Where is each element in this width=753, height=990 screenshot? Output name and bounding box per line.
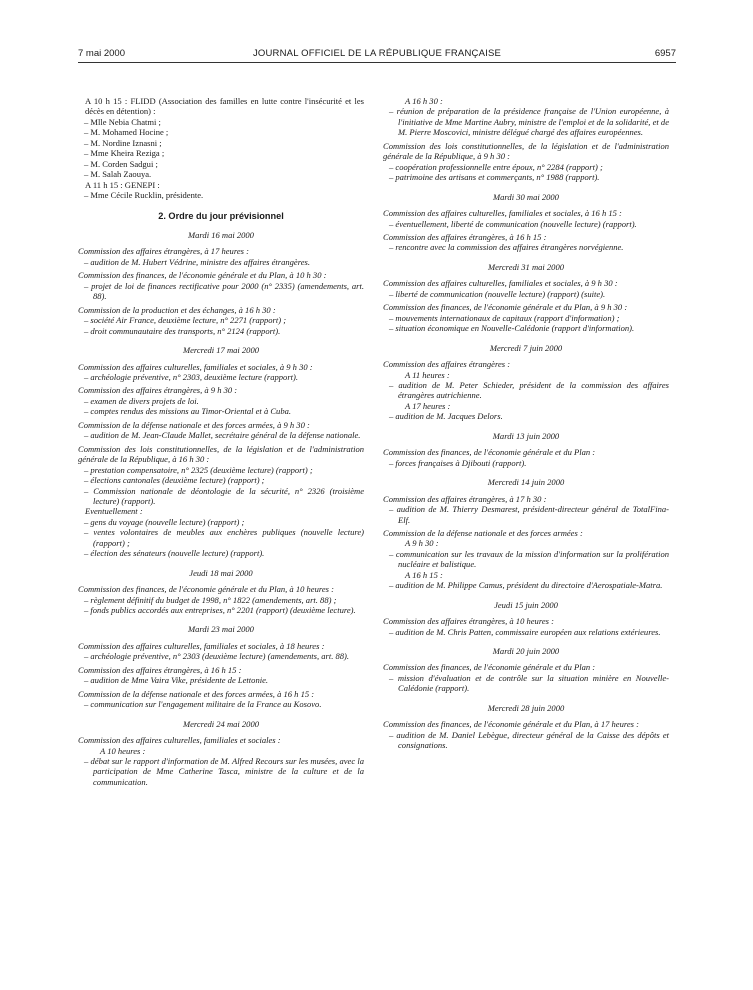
commission-heading: Commission des affaires culturelles, familiales et sociales, à 16 h 15 : [383,208,622,219]
agenda-item: – audition de M. Thierry Desmarest, président-directeur général de TotalFina-Elf. [389,504,669,525]
agenda-item: – débat sur le rapport d'information de M. Alfred Recours sur les musées, avec la participation de Mme Catherine Tasca, ministre de la culture et de la communication. [84,756,364,787]
agenda-item: – ventes volontaires de meubles aux enchères publiques (nouvelle lecture) (rapport) ; [84,527,364,548]
agenda-item: – liberté de communication (nouvelle lecture) (rapport) (suite). [389,288,606,299]
page-header [78,48,676,62]
agenda-item: – forces françaises à Djibouti (rapport). [389,457,527,468]
agenda-item: – rencontre avec la commission des affaires étrangères norvégienne. [389,242,624,253]
commission-heading: Commission des affaires culturelles, familiales et sociales : [78,735,281,746]
time-heading: A 9 h 30 : [405,538,439,549]
agenda-item: – patrimoine des artisans et commerçants, n° 1988 (rapport). [389,172,600,183]
right-column [383,96,669,751]
agenda-item: – audition de M. Hubert Védrine, ministre des affaires étrangères. [84,256,310,267]
agenda-item: – communication sur l'engagement militaire de la France au Kosovo. [84,699,322,710]
day-heading: Mercredi 14 juin 2000 [487,477,565,488]
day-heading: Mardi 30 mai 2000 [493,191,559,202]
agenda-item: – communication sur les travaux de la mission d'information sur la prolifération nucléaire et balistique. [389,548,669,570]
header-rule [78,62,676,63]
agenda-item: – audition de M. Daniel Lebègue, directeur général de la Caisse des dépôts et consignations. [389,729,669,751]
day-heading: Mercredi 7 juin 2000 [489,342,563,353]
agenda-item: – situation économique en Nouvelle-Calédonie (rapport d'information). [389,323,635,334]
commission-heading: Commission des finances, de l'économie générale et du Plan, à 10 h 30 : [78,270,327,281]
paragraph: A 10 h 15 : FLIDD (Association des familles en lutte contre l'insécurité et les décès en détention) : [85,96,364,117]
commission-heading: Commission des finances, de l'économie générale et du Plan, à 17 heures : [383,719,639,730]
day-heading: Jeudi 18 mai 2000 [189,567,253,578]
commission-heading: Commission de la production et des échanges, à 16 h 30 : [78,304,276,315]
agenda-item: – élection des sénateurs (nouvelle lecture) (rapport). [84,548,265,559]
time-heading: A 17 heures : [405,400,451,411]
list-item: – M. Mohamed Hocine ; [84,127,169,138]
agenda-item: – règlement définitif du budget de 1998, n° 1822 (amendements, art. 88) ; [84,594,337,605]
list-item: – Mlle Nebia Chatmi ; [84,116,161,127]
agenda-item: – comptes rendus des missions au Timor-Oriental et à Cuba. [84,406,292,417]
section-title: 2. Ordre du jour prévisionnel [158,210,284,221]
commission-heading: Commission des affaires étrangères, à 16 h 15 : [78,664,242,675]
commission-heading: Commission des affaires culturelles, familiales et sociales, à 18 heures : [78,640,325,651]
agenda-item: – audition de Mme Vaira Vike, présidente de Lettonie. [84,675,269,686]
time-heading: A 16 h 30 : [405,96,443,106]
agenda-item: – examen de divers projets de loi. [84,395,199,406]
day-heading: Mardi 23 mai 2000 [188,624,254,635]
commission-heading: Commission des lois constitutionnelles, de la législation et de l'administration générale de la République, à 16 h 30 : [78,443,364,465]
day-heading: Jeudi 15 juin 2000 [494,599,558,610]
agenda-item: – réunion de préparation de la présidence française de l'Union européenne, à l'initiative de Mme Martine Aubry, ministre de l'emploi et de la solidarité, et de M. Pierre Moscovici, ministre délégué chargé des affaires européennes. [389,106,669,138]
agenda-item: – mouvements internationaux de capitaux (rapport d'information) ; [389,312,620,323]
agenda-item: – Commission nationale de déontologie de la sécurité, n° 2326 (troisième lecture) (rapport). [84,485,364,506]
paragraph: A 11 h 15 : GENEPI : [85,179,160,190]
page-number: 6957 [654,48,676,59]
agenda-item: – archéologie préventive, n° 2303 (deuxième lecture) (amendements, art. 88). [84,651,350,662]
agenda-item: – audition de M. Philippe Camus, président du directoire d'Aerospatiale-Matra. [389,580,663,591]
list-item: – Mme Kheira Reziga ; [84,148,165,159]
paragraph: Eventuellement : [85,506,143,517]
agenda-item: – projet de loi de finances rectificative pour 2000 (n° 2335) (amendements, art. 88). [84,280,364,302]
agenda-item: – audition de M. Jacques Delors. [389,411,503,422]
journal-title: JOURNAL OFFICIEL DE LA RÉPUBLIQUE FRANÇAISE [252,48,502,59]
day-heading: Mardi 20 juin 2000 [492,646,560,657]
agenda-item: – coopération professionnelle entre époux, n° 2284 (rapport) ; [389,161,603,172]
commission-heading: Commission des finances, de l'économie générale et du Plan : [383,447,596,458]
commission-heading: Commission des affaires culturelles, familiales et sociales, à 9 h 30 : [78,361,313,372]
commission-heading: Commission de la défense nationale et des forces armées : [383,527,583,538]
agenda-item: – éventuellement, liberté de communication (nouvelle lecture) (rapport). [389,218,637,229]
list-item: – M. Salah Zaouya. [84,169,152,180]
day-heading: Mercredi 28 juin 2000 [487,702,565,713]
agenda-item: – élections cantonales (deuxième lecture) (rapport) ; [84,475,265,486]
list-item: – M. Corden Sadgui ; [84,158,158,169]
day-heading: Mardi 16 mai 2000 [188,229,254,240]
commission-heading: Commission de la défense nationale et des forces armées, à 16 h 15 : [78,688,315,699]
commission-heading: Commission des affaires culturelles, familiales et sociales, à 9 h 30 : [383,278,618,289]
commission-heading: Commission des affaires étrangères : [383,359,511,370]
day-heading: Mercredi 24 mai 2000 [182,718,260,729]
commission-heading: Commission des affaires étrangères, à 17 heures : [78,246,249,257]
issue-date: 7 mai 2000 [78,48,126,59]
agenda-item: – droit communautaire des transports, n° 2124 (rapport). [84,325,281,336]
agenda-item: – fonds publics accordés aux entreprises, n° 2201 (rapport) (deuxième lecture). [84,605,356,616]
commission-heading: Commission des affaires étrangères, à 16 h 15 : [383,231,547,242]
left-column [78,96,364,787]
day-heading: Mercredi 31 mai 2000 [487,261,565,272]
commission-heading: Commission des affaires étrangères, à 10 heures : [383,616,554,627]
commission-heading: Commission des finances, de l'économie générale et du Plan : [383,662,596,673]
list-item: – M. Nordine Iznasni ; [84,137,162,148]
agenda-item: – gens du voyage (nouvelle lecture) (rapport) ; [84,516,245,527]
day-heading: Mercredi 17 mai 2000 [182,345,260,356]
commission-heading: Commission des finances, de l'économie générale et du Plan, à 9 h 30 : [383,302,628,313]
time-heading: A 16 h 15 : [405,569,443,580]
agenda-item: – mission d'évaluation et de contrôle sur la situation minière en Nouvelle-Calédonie (rapport). [389,672,669,694]
agenda-item: – archéologie préventive, n° 2303, deuxième lecture (rapport). [84,371,299,382]
commission-heading: Commission de la défense nationale et des forces armées, à 9 h 30 : [78,419,310,430]
commission-heading: Commission des finances, de l'économie générale et du Plan, à 10 heures : [78,584,334,595]
commission-heading: Commission des affaires étrangères, à 9 h 30 : [78,385,238,396]
agenda-item: – audition de M. Chris Patten, commissaire européen aux relations extérieures. [389,626,661,637]
agenda-item: – audition de M. Jean-Claude Mallet, secrétaire général de la défense nationale. [84,430,361,441]
day-heading: Mardi 13 juin 2000 [492,430,560,441]
commission-heading: Commission des lois constitutionnelles, de la législation et de l'administration générale de la République, à 9 h 30 : [383,140,669,162]
commission-heading: Commission des affaires étrangères, à 17 h 30 : [383,493,547,504]
agenda-item: – audition de M. Peter Schieder, président de la commission des affaires étrangères autrichienne. [389,379,669,401]
agenda-item: – prestation compensatoire, n° 2325 (deuxième lecture) (rapport) ; [84,464,313,475]
time-heading: A 11 heures : [405,369,450,380]
time-heading: A 10 heures : [100,745,146,756]
agenda-item: – société Air France, deuxième lecture, n° 2271 (rapport) ; [84,315,287,326]
list-item: – Mme Cécile Rucklin, présidente. [84,190,204,201]
